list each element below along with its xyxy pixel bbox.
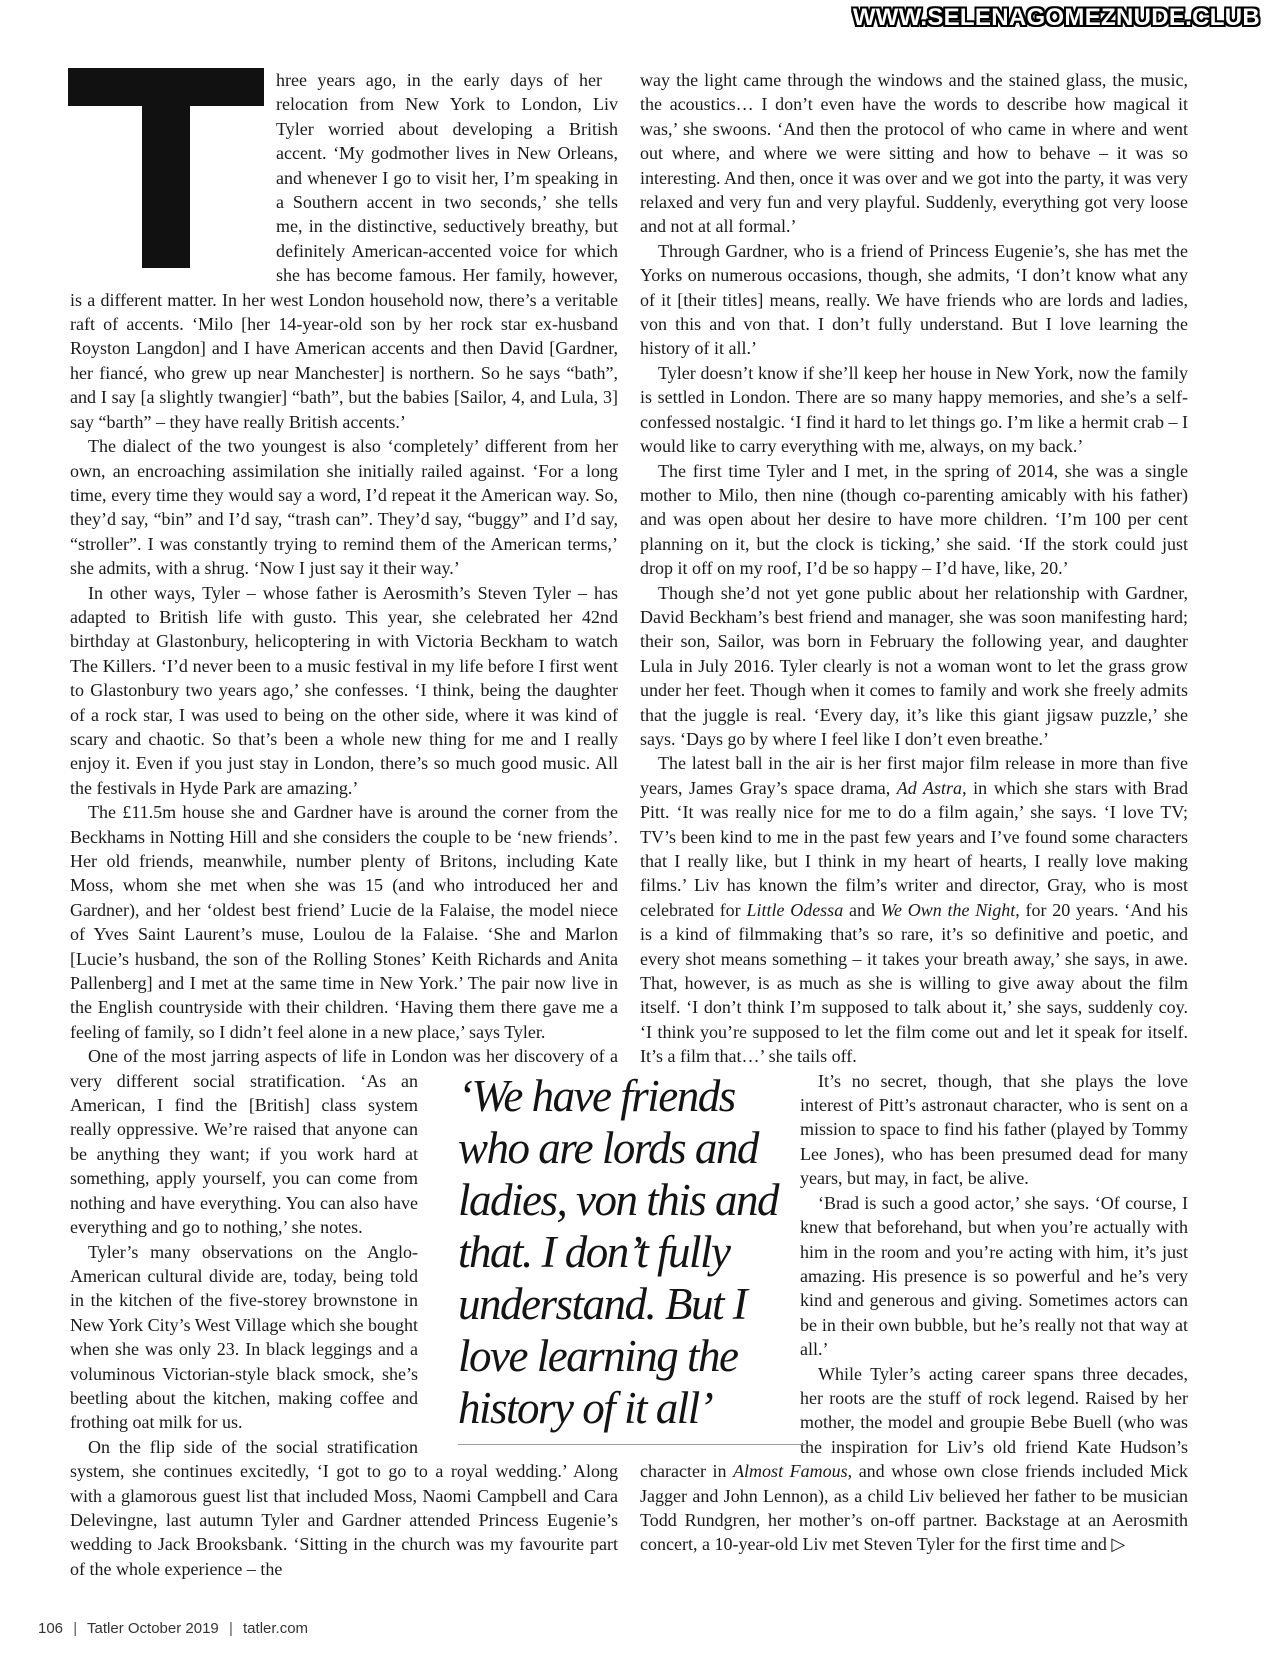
footer-separator: | — [228, 1620, 233, 1637]
paragraph: Tyler doesn’t know if she’ll keep her house in New York, now the family is settled in London. There are so many happy memories, and she’s a self-confessed nostalgic. ‘I find it hard to let things go. I’m like a hermit crab – I would like to carry everything with me, always, on my back.’ — [640, 362, 1188, 457]
drop-cap — [68, 68, 264, 268]
paragraph: One of the most jarring aspects of life in London was her discovery of a very different social stratification. ‘As an American, I find the [British] class system really oppressive. We’re raised that anyone can be anything they want; if you work hard at something, apply yourself, you can come from nothing and have everything. You can also have everything and go to nothing,’ she notes. — [70, 1044, 618, 1239]
page-footer — [38, 1620, 314, 1637]
paragraph: While Tyler’s acting career spans three decades, her roots are the stuff of rock legend. Raised by her mother, the model and groupie Bebe Buell (who was the inspiration for Liv’s old friend Kate Hudson’s character in Almost Famous, and whose own close friends included Mick Jagger and John Lennon), as a child Liv believed her father to be musician Todd Rundgren, her mother’s on-off partner. Backstage at an Aerosmith concert, a 10-year-old Liv met Steven Tyler for the first time and ▷ — [640, 1363, 1188, 1555]
pull-quote: ‘We have friends who are lords and ladies, von this and that. I don’t fully understand. But I love learning the history of it all’ — [458, 1070, 808, 1445]
page-number: 106 — [38, 1620, 64, 1637]
paragraph: Though she’d not yet gone public about her relationship with Gardner, David Beckham’s best friend and manager, she was soon manifesting hard; their son, Sailor, was born in February the following year, and daughter Lula in July 2016. Tyler clearly is not a woman wont to let the grass grow under her feet. Though when it comes to family and work she freely admits that the juggle is real. ‘Every day, it’s like this giant jigsaw puzzle,’ she says. ‘Days go by where I feel like I don’t even breathe.’ — [640, 582, 1188, 749]
paragraph: The £11.5m house she and Gardner have is around the corner from the Beckhams in Notting Hill and she considers the couple to be ‘new friends’. Her old friends, meanwhile, number plenty of Britons, including Kate Moss, whom she met when she was 15 (and who introduced her and Gardner), and her ‘oldest best friend’ Lucie de la Falaise, the model niece of Yves Saint Laurent’s muse, Loulou de la Falaise. ‘She and Marlon [Lucie’s husband, the son of the Rolling Stones’ Keith Richards and Anita Pallenberg] and I met at the same time in New York.’ The pair now live in the English countryside with their children. ‘Having them there gave me a feeling of family, so I didn’t feel alone in a new place,’ says Tyler. — [70, 802, 618, 1042]
paragraph: way the light came through the windows and the stained glass, the music, the acoustics… I don’t even have the words to describe how magical it was,’ she swoons. ‘And then the protocol of who came in where and went out where, and where we were sitting and how to behave – it was so interesting. And then, once it was over and we got into the party, it was very relaxed and very fun and very playful. Suddenly, everything got very loose and not at all formal.’ — [640, 70, 1188, 237]
paragraph: Tyler’s many observations on the Anglo-American cultural divide are, today, being told in the kitchen of the five-storey brownstone in New York City’s West Village which she bought when she was only 23. In black leggings and a voluminous Victorian-style black smock, she’s beetling about the kitchen, making coffee and frothing oat milk for us. — [70, 1241, 418, 1433]
paragraph: hree years ago, in the early days of her relocation from New York to London, Liv Tyler worried about developing a British accent. ‘My godmother lives in New Orleans, and whenever I go to visit her, I’m speaking in a Southern accent in two seconds,’ she tells me, in the distinctive, seductively breathy, but definitely American-accented voice for which she has become famous. Her family, however, is a different matter. In her west London household now, there’s a veritable raft of accents. ‘Milo [her 14-year-old son by her rock star ex-husband Royston Langdon] and I have American accents and then David [Gardner, her fiancé, who grew up near Manchester] is northern. So he says “bath”, and I say [a slightly twangier] “bath”, but the babies [Sailor, 4, and Lula, 3] say “barth” – they have really British accents.’ — [70, 70, 618, 432]
paragraph: The dialect of the two youngest is also ‘completely’ different from her own, an encroaching assimilation she initially railed against. ‘For a long time, every time they would say a word, I’d repeat it the American way. So, they’d say, “bin” and I’d say, “trash can”. They’d say, “buggy” and I’d say, “stroller”. I was constantly trying to remind them of the American terms,’ she admits, with a shrug. ‘Now I just say it their way.’ — [70, 436, 618, 579]
magazine-issue: Tatler October 2019 — [87, 1620, 219, 1637]
website-url: tatler.com — [243, 1620, 309, 1637]
paragraph: The first time Tyler and I met, in the spring of 2014, she was a single mother to Milo, then nine (though co-parenting amicably with his father) and was open about her desire to have more children. ‘I’m 100 per cent planning on it, but the clock is ticking,’ she said. ‘If the stork could just drop it off on my roof, I’d be so happy – I’d have, like, 20.’ — [640, 460, 1188, 579]
paragraph: ‘Brad is such a good actor,’ she says. ‘Of course, I knew that beforehand, but when you’re actually with him in the room and you’re acting with him, it’s just amazing. His presence is so powerful and he’s very kind and generous and giving. Sometimes actors can be in their own bubble, but he’s really not that way at all.’ — [800, 1192, 1188, 1360]
svg-text:T: T — [162, 200, 170, 211]
paragraph: It’s no secret, though, that she plays the love interest of Pitt’s astronaut character, who is sent on a mission to space to find his father (played by Tommy Lee Jones), who has been presumed dead for many years, but may, in fact, be alive. — [640, 1069, 1188, 1191]
watermark: WWW.SELENAGOMEZNUDE.CLUB — [852, 4, 1260, 31]
drop-cap-letter — [68, 68, 264, 268]
paragraph: The latest ball in the air is her first major film release in more than five years, James Gray’s space drama, Ad Astra, in which she stars with Brad Pitt. ‘It was really nice for me to do a film again,’ she says. ‘I love TV; TV’s been kind to me in the past few years and I’ve found some characters that I really like, but I think in my heart of hearts, I really love making films.’ Liv has known the film’s writer and director, Gray, who is most celebrated for Little Odessa and We Own the Night, for 20 years. ‘And his is a kind of filmmaking that’s so rare, it’s so definitive and poetic, and every shot means something – it takes your breath away,’ she says, in awe. That, however, is as much as she is willing to give away about the film itself. ‘I don’t think I’m supposed to talk about it,’ she says, suddenly coy. ‘I think you’re supposed to let the film come out and let it speak for itself. It’s a film that…’ she tails off. — [640, 753, 1189, 1067]
paragraph: In other ways, Tyler – whose father is Aerosmith’s Steven Tyler – has adapted to British life with gusto. This year, she celebrated her 42nd birthday at Glastonbury, helicoptering in with Victoria Beckham to watch The Killers. ‘I’d never been to a music festival in my life before I first went to Glastonbury two years ago,’ she confesses. ‘I think, being the daughter of a rock star, I was used to being on the other side, where it was kind of scary and chaotic. So that’s been a whole new thing for me and I really enjoy it. Even if you just stay in London, there’s so much good music. All the festivals in Hyde Park are amazing.’ — [70, 582, 618, 798]
paragraph: On the flip side of the social stratification system, she continues excitedly, ‘I got to go to a royal wedding.’ Along with a glamorous guest list that included Moss, Naomi Campbell and Cara Delevingne, last autumn Tyler and Gardner attended Princess Eugenie’s wedding to Jack Brooksbank. ‘Sitting in the church was my favourite part of the whole experience – the — [70, 1436, 618, 1579]
footer-separator: | — [73, 1620, 78, 1637]
paragraph: Through Gardner, who is a friend of Princess Eugenie’s, she has met the Yorks on numerous occasions, though, she admits, ‘I don’t know what any of it [their titles] means, really. We have friends who are lords and ladies, von this and von that. I don’t fully understand. But I love learning the history of it all.’ — [640, 240, 1188, 359]
